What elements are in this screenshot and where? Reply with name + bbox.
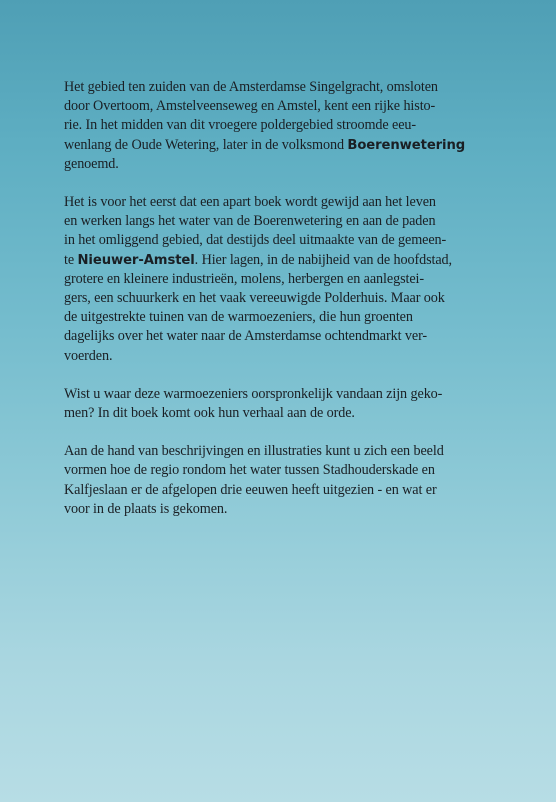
text-segment: vormen hoe de regio rondom het water tussen Stadhouderskade en xyxy=(64,462,435,479)
emphasized-term: Nieuwer-Amstel xyxy=(77,252,195,268)
text-line xyxy=(64,136,494,155)
text-segment: genoemd. xyxy=(64,155,119,172)
text-segment: voor in de plaats is gekomen. xyxy=(64,500,228,517)
text-segment: rie. In het midden van dit vroegere poldergebied stroomde eeu- xyxy=(64,117,417,134)
text-line xyxy=(64,212,494,231)
text-line xyxy=(64,308,494,327)
text-segment: Aan de hand van beschrijvingen en illustraties kunt u zich een beeld xyxy=(64,443,444,460)
text-line xyxy=(64,251,494,270)
paragraph xyxy=(64,78,494,174)
text-segment: grotere en kleinere industrieën, molens, herbergen en aanlegstei- xyxy=(64,270,424,287)
blurb-text xyxy=(64,78,494,538)
text-line xyxy=(64,500,494,519)
paragraph xyxy=(64,385,494,423)
text-segment: de uitgestrekte tuinen van de warmoezeniers, die hun groenten xyxy=(64,309,413,326)
text-segment: men? In dit boek komt ook hun verhaal aan de orde. xyxy=(64,405,355,422)
text-segment: dagelijks over het water naar de Amsterdamse ochtendmarkt ver- xyxy=(64,328,428,345)
text-segment: Het is voor het eerst dat een apart boek wordt gewijd aan het leven xyxy=(64,194,436,211)
text-line xyxy=(64,404,494,423)
paragraph xyxy=(64,193,494,366)
text-line xyxy=(64,97,494,116)
text-line xyxy=(64,270,494,289)
emphasized-term: Boerenwetering xyxy=(347,137,466,153)
text-line xyxy=(64,193,494,212)
text-segment: wenlang de Oude Wetering, later in de volksmond xyxy=(64,136,348,153)
text-line xyxy=(64,231,494,250)
text-line xyxy=(64,461,494,480)
text-segment: Het gebied ten zuiden van de Amsterdamse Singelgracht, omsloten xyxy=(64,79,438,95)
text-line xyxy=(64,116,494,135)
text-line xyxy=(64,347,494,366)
text-line xyxy=(64,327,494,346)
text-segment: Kalfjeslaan er de afgelopen drie eeuwen heeft uitgezien - en wat er xyxy=(64,481,437,498)
text-segment: te xyxy=(64,251,78,268)
text-segment: Wist u waar deze warmoezeniers oorspronkelijk vandaan zijn geko- xyxy=(64,385,443,402)
text-segment: voerden. xyxy=(64,347,113,364)
paragraph xyxy=(64,442,494,519)
text-line xyxy=(64,155,494,174)
text-segment: gers, een schuurkerk en het vaak vereeuwigde Polderhuis. Maar ook xyxy=(64,290,445,307)
text-line xyxy=(64,481,494,500)
text-line xyxy=(64,78,494,97)
text-line xyxy=(64,289,494,308)
text-segment: en werken langs het water van de Boerenwetering en aan de paden xyxy=(64,213,436,230)
text-segment: door Overtoom, Amstelveenseweg en Amstel, kent een rijke histo- xyxy=(64,98,436,115)
text-line xyxy=(64,442,494,461)
text-line xyxy=(64,385,494,404)
text-segment: in het omliggend gebied, dat destijds deel uitmaakte van de gemeen- xyxy=(64,232,447,249)
text-segment: . Hier lagen, in de nabijheid van de hoofdstad, xyxy=(194,251,452,268)
